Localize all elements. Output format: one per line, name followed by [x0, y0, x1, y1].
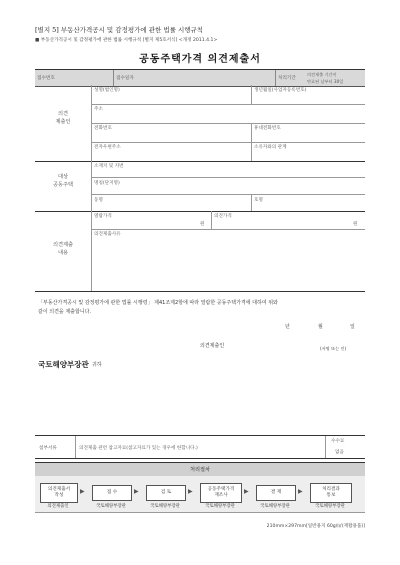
process-period-value-2: 만료된 날부터 30일: [307, 79, 344, 84]
process-header: 처리절차: [35, 462, 365, 478]
step-name: 의견제출서: [47, 487, 71, 493]
won-unit: 원: [200, 222, 205, 227]
step-name-2: 재조사: [214, 493, 228, 498]
opinion-label: [35, 242, 91, 258]
complex-field[interactable]: 명칭(단지명): [94, 181, 120, 186]
step-name: 검 토: [160, 490, 172, 496]
fee-value: 없음: [335, 450, 344, 455]
divider: [91, 177, 365, 178]
location-field[interactable]: 소재지 및 지번: [94, 164, 124, 169]
submitter-sign-label: 의견제출인: [200, 343, 225, 349]
divider: [91, 104, 365, 105]
step-actor: 국토해양부장관: [96, 504, 126, 509]
process-step-1: [40, 483, 78, 503]
target-label: [35, 174, 91, 190]
reason-field[interactable]: 의견제출사유: [94, 232, 121, 237]
paper-spec: 210mm×297mm[일반용지 60g/㎡(재활용품)]: [266, 524, 365, 529]
submitter-section: [35, 85, 365, 161]
address-field[interactable]: 주소: [94, 107, 103, 112]
process-period-value: 의견제출 기간이: [307, 72, 337, 77]
step-name-2: 통보: [326, 493, 336, 498]
unit-field[interactable]: 호명: [254, 198, 263, 203]
attachment-label: 첨부서류: [39, 446, 57, 451]
attachment-content: 의견제출 관련 참고자료(참고자료가 있는 경우에 한합니다.): [79, 446, 198, 451]
opinion-label-line2: 내용: [57, 249, 69, 256]
arrow-right-icon: ▶: [134, 488, 139, 495]
arrow-right-icon: ▶: [244, 488, 249, 495]
amendment-note: ■ 부동산가격공시 및 감정평가에 관한 법률 시행규칙 [별지 제5호서식] <개정 2011.4.1>: [35, 38, 218, 43]
target-section: [35, 161, 365, 211]
sign-note: (서명 또는 인): [320, 346, 347, 351]
divider: [91, 229, 365, 230]
phone-field[interactable]: 전화번호: [94, 126, 112, 131]
step-name: 접 수: [106, 490, 118, 496]
opinion-price-field[interactable]: 의견가격: [214, 214, 232, 219]
form-number: [별지 5] 부동산가격공시 및 감정평가에 관한 법률 시행규칙: [35, 26, 204, 34]
page-title: 공동주택가격 의견제출서: [139, 54, 261, 65]
submitter-label: [35, 111, 91, 127]
won-unit: 원: [353, 222, 358, 227]
divider: [75, 436, 76, 458]
current-price-field[interactable]: 열람가격: [94, 214, 112, 219]
process-step-5: [256, 485, 296, 501]
receipt-date-label: 접수일자: [116, 76, 134, 81]
date-year: 년: [285, 324, 290, 330]
opinion-label-line1: 의견제출: [52, 242, 74, 248]
submitter-label-line2: 제출인: [55, 118, 71, 125]
attachment-box: [35, 435, 365, 459]
divider: [91, 123, 365, 124]
birth-field[interactable]: 생년월일(사업자등록번호): [254, 88, 307, 93]
name-field[interactable]: 성명(법인명): [94, 88, 120, 93]
step-name-2: 작성: [54, 493, 64, 498]
divider: [211, 211, 212, 229]
process-step-6: [310, 483, 352, 503]
divider: [251, 123, 252, 161]
fee-label: 수수료: [331, 439, 345, 444]
submitter-label-line1: 의견: [57, 111, 69, 117]
recipient-suffix: 귀하: [92, 362, 102, 368]
step-name: 공동주택가격: [207, 487, 235, 493]
relation-field[interactable]: 소유자와의 관계: [254, 145, 287, 150]
step-actor: 국토해양부장관: [205, 504, 235, 509]
date-day: 일: [350, 324, 355, 330]
arrow-right-icon: ▶: [80, 488, 85, 495]
statement-line2: 같이 의견을 제출합니다.: [38, 309, 92, 315]
target-label-line1: 대상: [57, 174, 69, 180]
mobile-field[interactable]: 휴대전화번호: [254, 126, 281, 131]
opinion-section: [35, 211, 365, 291]
target-label-line2: 공동주택: [52, 181, 74, 188]
divider: [91, 142, 365, 143]
process-step-3: [146, 485, 186, 501]
divider: [91, 194, 365, 195]
date-month: 월: [318, 324, 323, 330]
step-name: 결 재: [270, 490, 282, 496]
arrow-right-icon: ▶: [188, 488, 193, 495]
receipt-number-label: 접수번호: [37, 76, 55, 81]
divider: [251, 194, 252, 211]
step-name: 처리결과: [322, 487, 340, 493]
step-actor: 의견제출인: [47, 504, 69, 509]
statement-line1: 「부동산가격공시 및 감정평가에 관한 법률 시행령」 제41조제2항에 따라 열람한 공동주택가격에 대하여 위와: [38, 300, 278, 306]
divider: [91, 161, 92, 211]
divider: [91, 211, 92, 291]
divider: [325, 436, 326, 458]
divider: [113, 70, 114, 86]
email-field[interactable]: 전자우편주소: [94, 145, 121, 150]
process-step-4: [200, 483, 242, 503]
divider: [275, 70, 276, 86]
recipient: 국토해양부장관: [38, 360, 89, 369]
arrow-right-icon: ▶: [298, 488, 303, 495]
step-actor: 국토해양부장관: [260, 504, 290, 509]
building-field[interactable]: 동명: [94, 198, 103, 203]
divider: [251, 85, 252, 104]
form-body: [35, 85, 365, 292]
process-step-2: [92, 485, 132, 501]
step-actor: 국토해양부장관: [315, 504, 345, 509]
process-period-label: 처리기간: [278, 76, 296, 81]
step-actor: 국토해양부장관: [150, 504, 180, 509]
